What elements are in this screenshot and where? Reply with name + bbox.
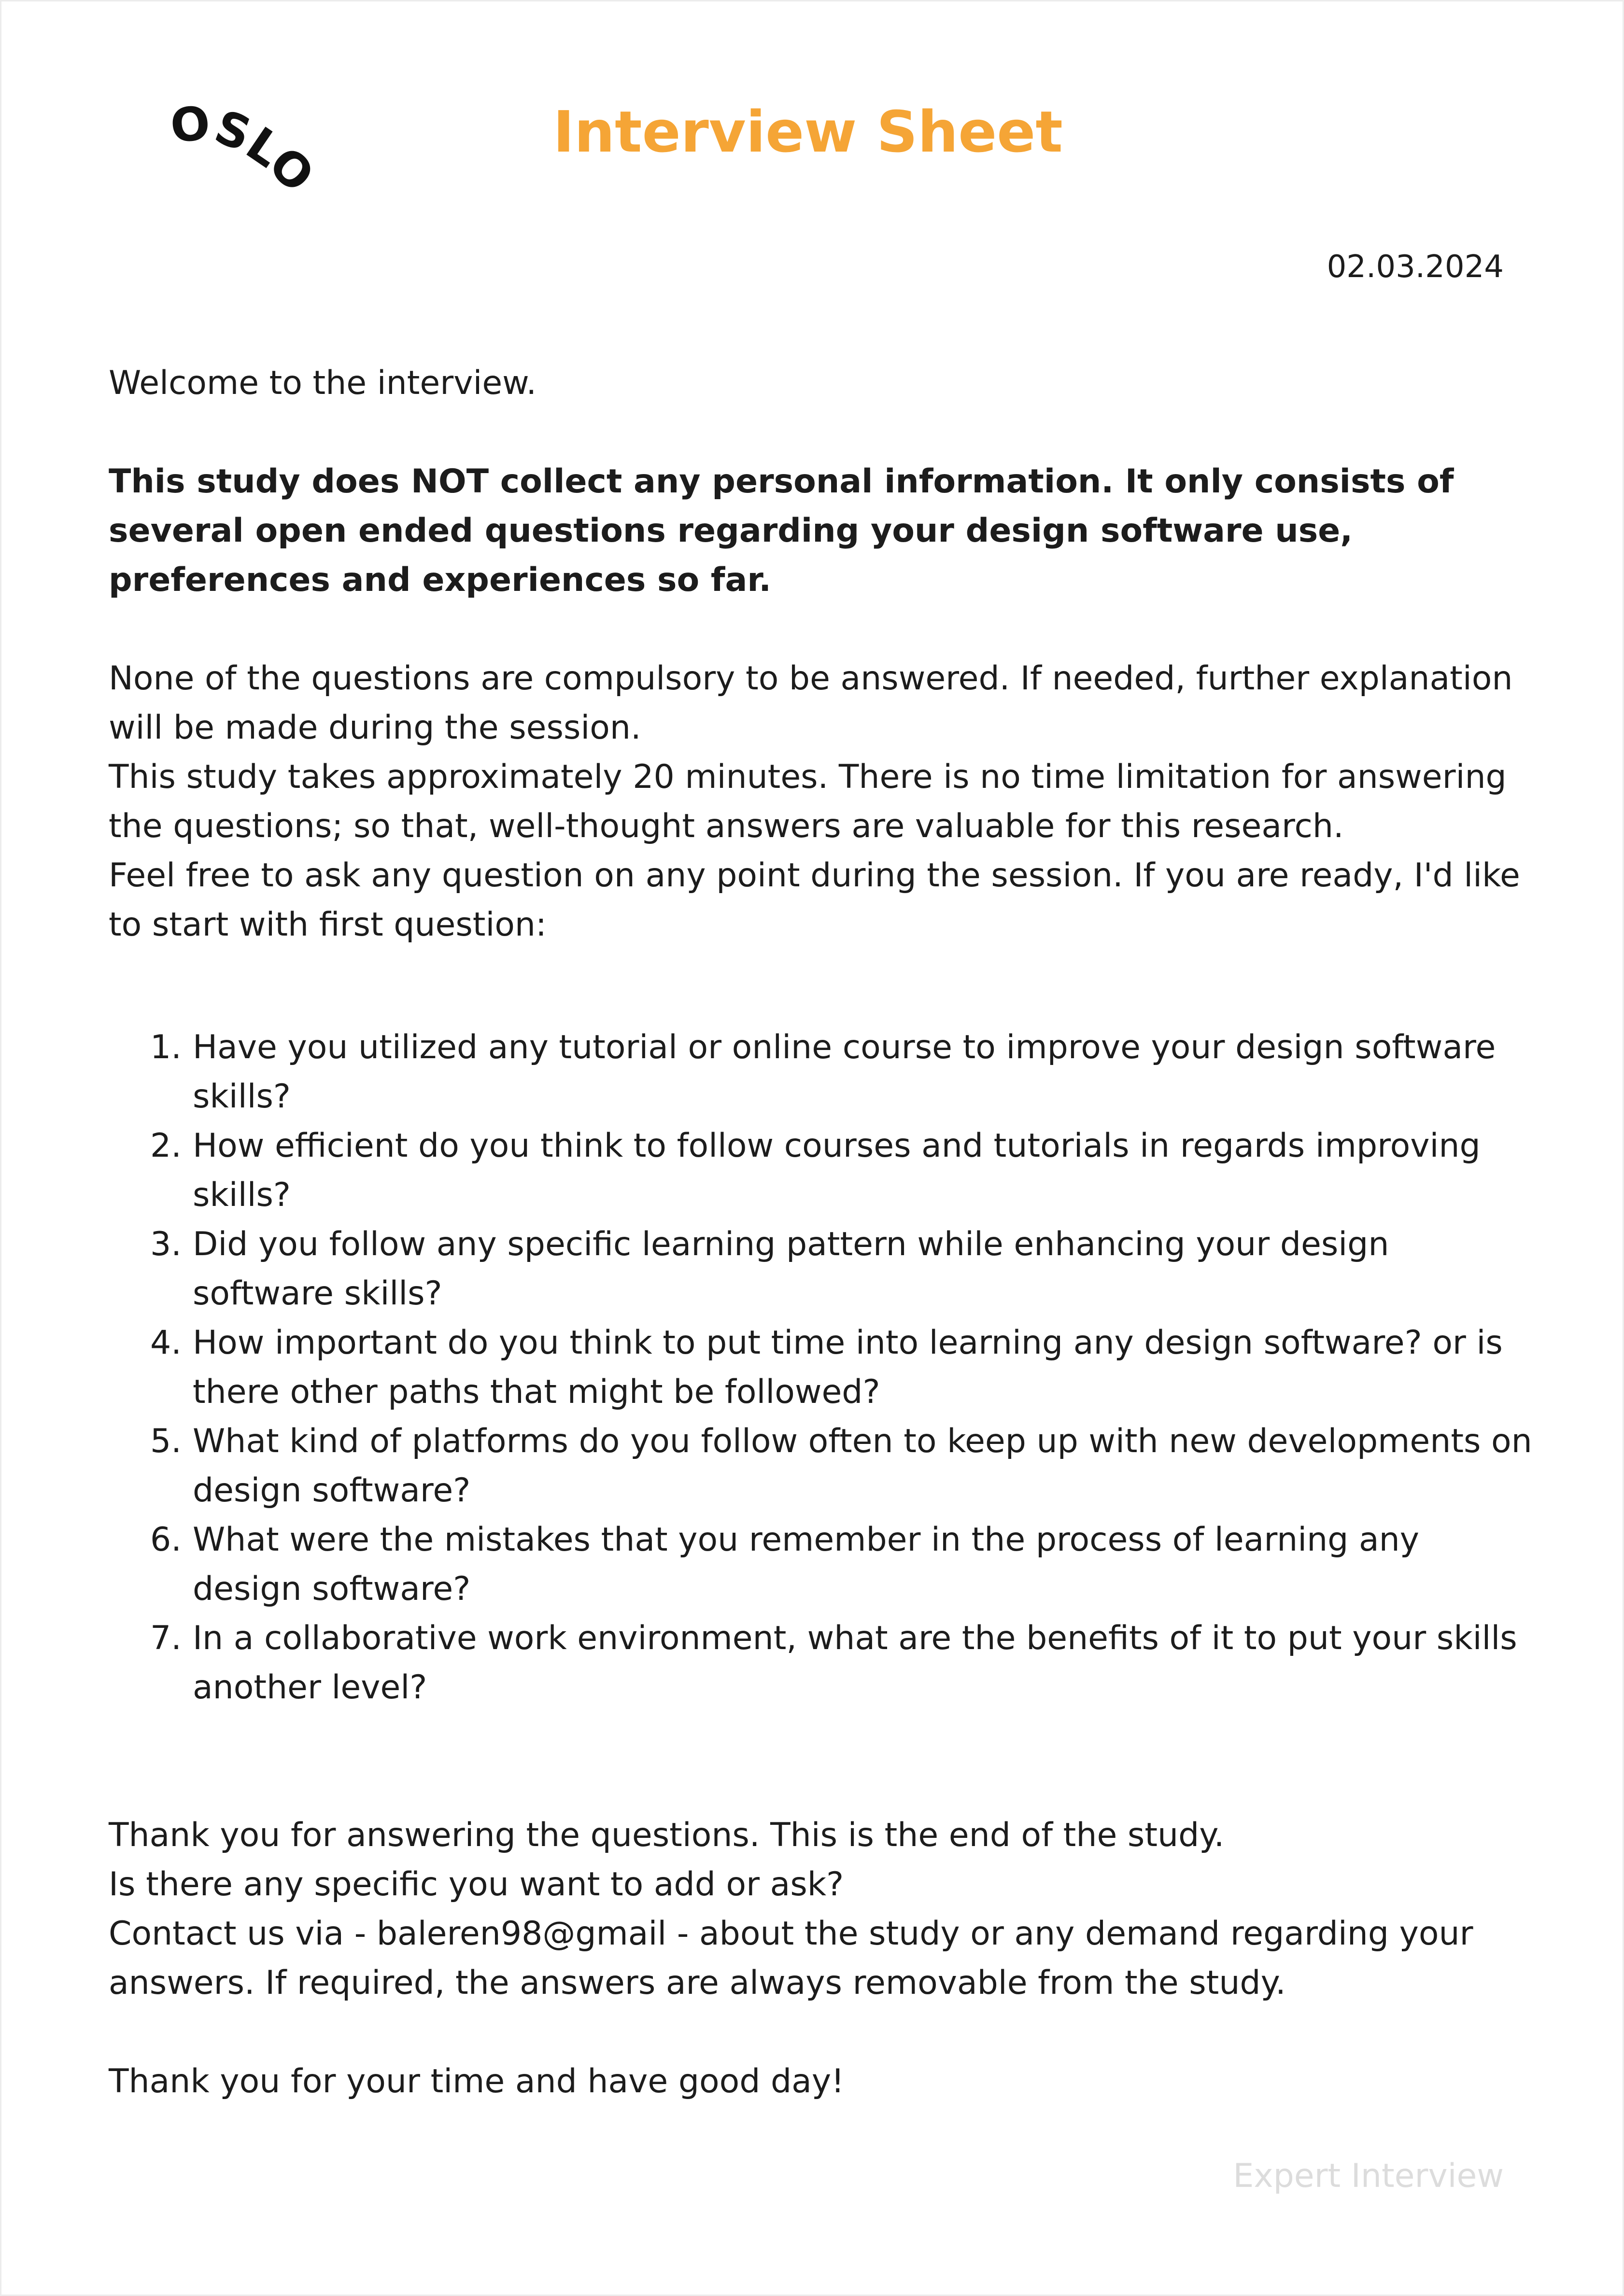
question-number: 4. [150, 1324, 182, 1362]
question-item [109, 1023, 1538, 1121]
question-text: Did you follow any specific learning pattern while enhancing your design software skills? [193, 1225, 1389, 1313]
oslomet-logo [80, 67, 325, 207]
question-number: 3. [150, 1225, 182, 1263]
closing-section [109, 1811, 1538, 2106]
closing-line-1: Thank you for answering the questions. This is the end of the study. [109, 1816, 1225, 1854]
question-text: How efficient do you think to follow courses and tutorials in regards improving skills? [193, 1127, 1481, 1214]
document-body [109, 359, 1538, 2106]
question-number: 5. [150, 1422, 182, 1460]
question-text: In a collaborative work environment, what are the benefits of it to put your skills another level? [193, 1619, 1517, 1707]
svg-text:OSLOMET [80, 67, 324, 203]
question-item [109, 1614, 1538, 1712]
question-number: 1. [150, 1028, 182, 1066]
intro-paragraph-3: Feel free to ask any question on any point during the session. If you are ready, I'd like to start with first question: [109, 856, 1520, 944]
footer-label: Expert Interview [1233, 2157, 1504, 2195]
question-item [109, 1318, 1538, 1417]
logo-text: OSLOMET [80, 67, 325, 203]
question-list [109, 1023, 1538, 1712]
question-text: What kind of platforms do you follow often to keep up with new developments on design software? [193, 1422, 1532, 1510]
document-date: 02.03.2024 [1327, 249, 1504, 285]
question-number: 7. [150, 1619, 182, 1657]
intro-paragraph-1: None of the questions are compulsory to be answered. If needed, further explanation will be made during the session. [109, 659, 1513, 747]
question-text: Have you utilized any tutorial or online course to improve your design software skills? [193, 1028, 1496, 1116]
closing-line-2: Is there any specific you want to add or ask? [109, 1865, 844, 1904]
intro-paragraph-2: This study takes approximately 20 minutes. There is no time limitation for answering the questions; so that, well-thought answers are valuable for this research. [109, 758, 1507, 845]
question-item [109, 1121, 1538, 1220]
question-text: What were the mistakes that you remember in the process of learning any design software? [193, 1521, 1419, 1608]
question-number: 6. [150, 1521, 182, 1559]
farewell-text: Thank you for your time and have good day! [109, 2062, 845, 2100]
page-title: Interview Sheet [553, 98, 1063, 165]
question-item [109, 1417, 1538, 1515]
question-text: How important do you think to put time into learning any design software? or is there other paths that might be followed? [193, 1324, 1503, 1411]
question-item [109, 1515, 1538, 1614]
question-number: 2. [150, 1127, 182, 1165]
contact-info: Contact us via - baleren98@gmail - about the study or any demand regarding your answers. If required, the answers are always removable from the study. [109, 1915, 1473, 2002]
welcome-text: Welcome to the interview. [109, 364, 537, 402]
privacy-notice: This study does NOT collect any personal information. It only consists of several open ended questions regarding your design software use, preferences and experiences so far. [109, 462, 1454, 599]
question-item [109, 1220, 1538, 1318]
